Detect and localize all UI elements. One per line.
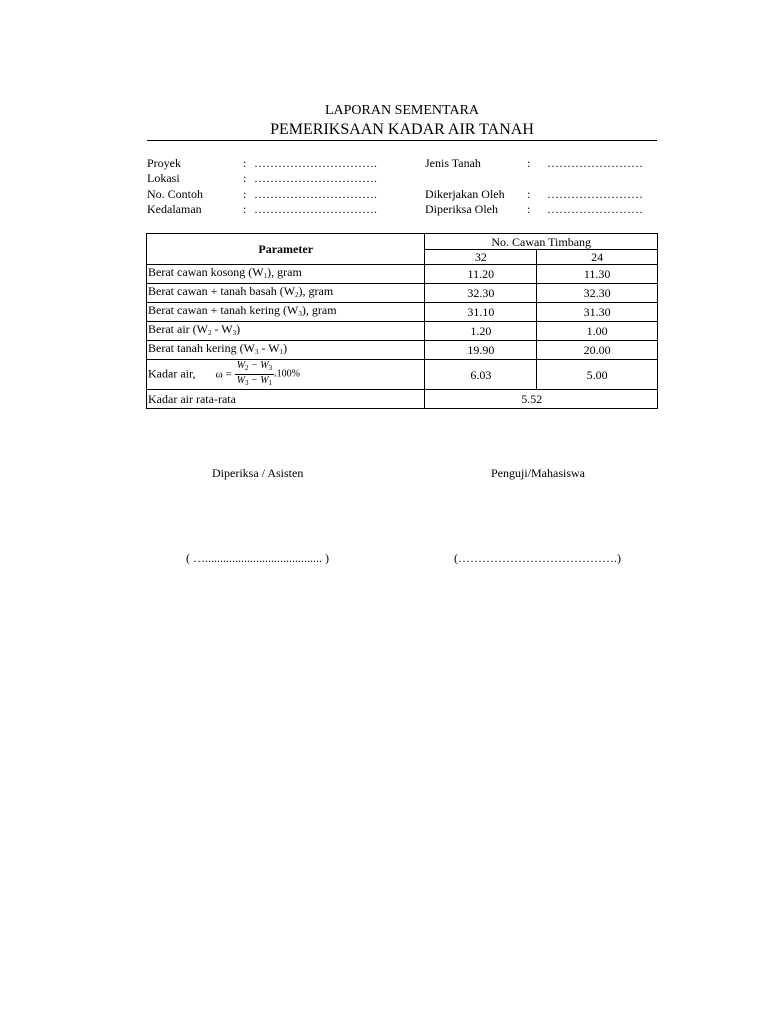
- table-row: [147, 303, 658, 322]
- info-label-proyek: Proyek: [147, 156, 181, 170]
- row-label: Berat air $(W_2 - W_3)$: [147, 322, 425, 341]
- water-content-cup-2: 5.00: [537, 360, 658, 390]
- formula-factor: .100%: [274, 368, 300, 380]
- row-value-cup-1: 11.20: [425, 265, 537, 284]
- cup-id-1: 32: [425, 250, 537, 265]
- row-label: Berat cawan kosong $(W_1)$, gram: [147, 265, 425, 284]
- signature-title-mahasiswa: Penguji/Mahasiswa: [491, 466, 585, 480]
- info-value-proyek: ………………………….: [254, 156, 377, 170]
- row-value-cup-2: 1.00: [537, 322, 658, 341]
- water-content-row: [147, 360, 658, 390]
- report-subtitle: PEMERIKSAAN KADAR AIR TANAH: [270, 121, 534, 138]
- row-label: Berat cawan + tanah basah $(W_2)$, gram: [147, 284, 425, 303]
- info-colon: :: [243, 187, 247, 201]
- param-header: Parameter: [147, 234, 425, 265]
- signature-title-asisten: Diperiksa / Asisten: [212, 466, 304, 480]
- table-row: [147, 341, 658, 360]
- cup-group-header: No. Cawan Timbang: [425, 234, 658, 250]
- average-row: [147, 390, 658, 409]
- signature-line-asisten: ( …....................................... ): [186, 551, 329, 565]
- info-value-dikerjakan-oleh: ……………………: [547, 187, 643, 201]
- table-row: [147, 322, 658, 341]
- row-value-cup-2: 20.00: [537, 341, 658, 360]
- average-label: Kadar air rata-rata: [147, 390, 425, 409]
- water-content-label-cell: [147, 360, 425, 390]
- info-value-diperiksa-oleh: ……………………: [547, 202, 643, 216]
- omega-symbol: ω =: [215, 368, 232, 381]
- row-label: Berat cawan + tanah kering $(W_3)$, gram: [147, 303, 425, 322]
- water-content-formula: $\frac{W_2 - W_3}{W_3 - W_1}$: [236, 360, 273, 387]
- info-colon: :: [527, 187, 531, 201]
- row-value-cup-1: 32.30: [425, 284, 537, 303]
- table-row: [147, 284, 658, 303]
- info-colon: :: [243, 171, 247, 185]
- info-value-lokasi: ………………………….: [254, 171, 377, 185]
- info-colon: :: [527, 202, 531, 216]
- report-title: LAPORAN SEMENTARA: [324, 103, 480, 118]
- row-label: Berat tanah kering $(W_3 - W_1)$: [147, 341, 425, 360]
- info-label-no-contoh: No. Contoh: [147, 187, 204, 201]
- info-colon: :: [243, 202, 247, 216]
- info-value-jenis-tanah: ……………………: [547, 156, 643, 170]
- row-value-cup-2: 32.30: [537, 284, 658, 303]
- info-label-diperiksa-oleh: Diperiksa Oleh: [425, 202, 498, 216]
- signature-line-mahasiswa: (………………………………….): [454, 551, 621, 565]
- info-value-no-contoh: ………………………….: [254, 187, 377, 201]
- info-label-jenis-tanah: Jenis Tanah: [425, 156, 481, 170]
- row-value-cup-1: 1.20: [425, 322, 537, 341]
- row-value-cup-1: 31.10: [425, 303, 537, 322]
- water-content-label: Kadar air,: [148, 366, 196, 381]
- title-underline: [147, 140, 657, 141]
- info-colon: :: [243, 156, 247, 170]
- info-label-dikerjakan-oleh: Dikerjakan Oleh: [425, 187, 505, 201]
- info-label-lokasi: Lokasi: [147, 171, 180, 185]
- table-row: [147, 265, 658, 284]
- water-content-cup-1: 6.03: [425, 360, 537, 390]
- info-label-kedalaman: Kedalaman: [147, 202, 202, 216]
- row-value-cup-1: 19.90: [425, 341, 537, 360]
- row-value-cup-2: 11.30: [537, 265, 658, 284]
- average-value: 5.52: [425, 390, 658, 409]
- table-header-row: [147, 234, 658, 250]
- cup-id-2: 24: [537, 250, 658, 265]
- row-value-cup-2: 31.30: [537, 303, 658, 322]
- info-colon: :: [527, 156, 531, 170]
- water-content-table: [146, 233, 658, 409]
- info-value-kedalaman: ………………………….: [254, 202, 377, 216]
